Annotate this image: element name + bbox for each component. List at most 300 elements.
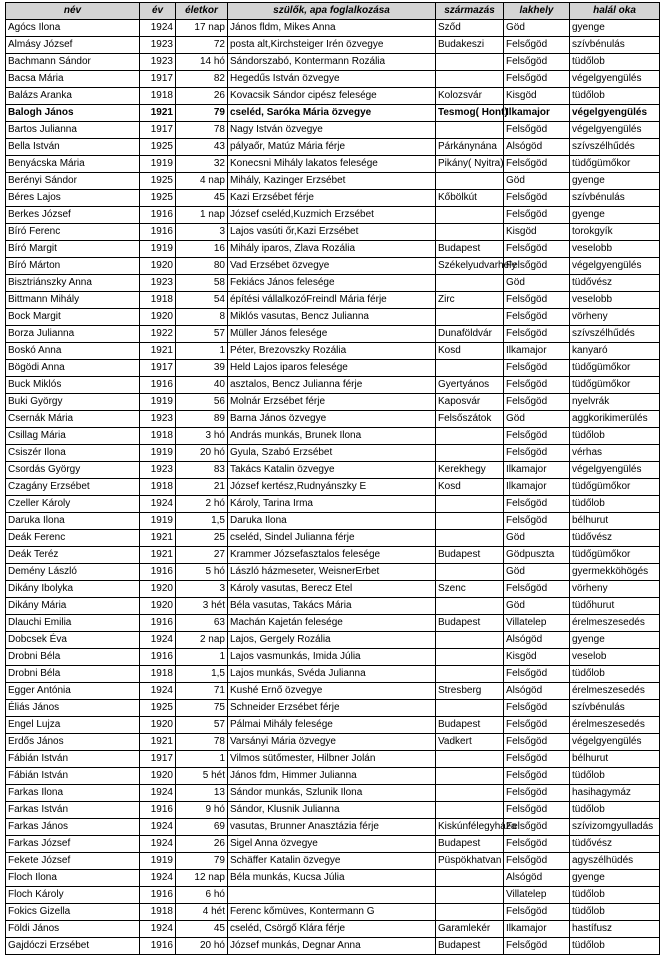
cell-nev: Demény László — [6, 564, 140, 581]
table-row — [6, 632, 660, 649]
cell-szarmazas: Tesmog( Hont) — [436, 105, 504, 122]
cell-ev: 1923 — [140, 275, 176, 292]
cell-ev: 1918 — [140, 479, 176, 496]
table-row — [6, 479, 660, 496]
col-header-halal-oka: halál oka — [570, 3, 660, 20]
cell-halal-oka: tüdőlob — [570, 938, 660, 955]
cell-eletkor: 17 nap — [176, 20, 228, 37]
cell-szulok: Held Lajos iparos felesége — [228, 360, 436, 377]
cell-szulok: János fdm, Himmer Julianna — [228, 768, 436, 785]
cell-nev: Bisztriánszky Anna — [6, 275, 140, 292]
table-row — [6, 360, 660, 377]
cell-szarmazas — [436, 785, 504, 802]
cell-nev: Dobcsek Éva — [6, 632, 140, 649]
cell-eletkor: 12 nap — [176, 870, 228, 887]
cell-ev: 1924 — [140, 632, 176, 649]
cell-lakhely: Felsőgöd — [504, 190, 570, 207]
cell-halal-oka: érelmeszesedés — [570, 615, 660, 632]
cell-lakhely: Ilkamajor — [504, 105, 570, 122]
cell-ev: 1916 — [140, 802, 176, 819]
table-row — [6, 122, 660, 139]
cell-szarmazas — [436, 564, 504, 581]
cell-nev: Farkas József — [6, 836, 140, 853]
cell-eletkor: 26 — [176, 88, 228, 105]
cell-szulok: Konecsni Mihály lakatos felesége — [228, 156, 436, 173]
cell-lakhely: Felsőgöd — [504, 717, 570, 734]
cell-ev: 1916 — [140, 615, 176, 632]
table-row — [6, 496, 660, 513]
cell-szulok: Károly, Tarina Irma — [228, 496, 436, 513]
cell-nev: Floch Ilona — [6, 870, 140, 887]
cell-szarmazas — [436, 887, 504, 904]
cell-szulok: Sándor munkás, Szlunik Ilona — [228, 785, 436, 802]
cell-nev: Erdős János — [6, 734, 140, 751]
cell-szulok: Molnár Erzsébet férje — [228, 394, 436, 411]
cell-szarmazas — [436, 666, 504, 683]
cell-eletkor: 80 — [176, 258, 228, 275]
cell-ev: 1919 — [140, 445, 176, 462]
cell-szarmazas: Kaposvár — [436, 394, 504, 411]
cell-ev: 1920 — [140, 581, 176, 598]
table-row — [6, 88, 660, 105]
cell-lakhely: Kisgöd — [504, 88, 570, 105]
cell-lakhely: Göd — [504, 20, 570, 37]
table-row — [6, 768, 660, 785]
cell-ev: 1922 — [140, 326, 176, 343]
cell-szarmazas: Püspökhatvan — [436, 853, 504, 870]
cell-ev: 1919 — [140, 853, 176, 870]
cell-lakhely: Felsőgöd — [504, 938, 570, 955]
cell-nev: Balogh János — [6, 105, 140, 122]
cell-szarmazas: Budakeszi — [436, 37, 504, 54]
cell-szulok: Miklós vasutas, Bencz Julianna — [228, 309, 436, 326]
table-row — [6, 649, 660, 666]
cell-halal-oka: tüdőlob — [570, 54, 660, 71]
cell-eletkor: 2 hó — [176, 496, 228, 513]
cell-szarmazas: Budapest — [436, 547, 504, 564]
cell-halal-oka: tüdőgümőkor — [570, 360, 660, 377]
table-row — [6, 904, 660, 921]
cell-halal-oka: szívizomgyulladás — [570, 819, 660, 836]
cell-halal-oka: gyenge — [570, 207, 660, 224]
cell-halal-oka: bélhurut — [570, 513, 660, 530]
cell-szarmazas: Budapest — [436, 717, 504, 734]
cell-lakhely: Felsőgöd — [504, 54, 570, 71]
table-row — [6, 428, 660, 445]
cell-szarmazas — [436, 768, 504, 785]
cell-nev: Farkas István — [6, 802, 140, 819]
cell-eletkor: 54 — [176, 292, 228, 309]
cell-halal-oka: szívszélhűdés — [570, 139, 660, 156]
cell-halal-oka: tüdővész — [570, 836, 660, 853]
cell-szulok: András munkás, Brunek Ilona — [228, 428, 436, 445]
cell-ev: 1923 — [140, 37, 176, 54]
cell-eletkor: 1,5 — [176, 666, 228, 683]
cell-szulok: vasutas, Brunner Anasztázia férje — [228, 819, 436, 836]
cell-szulok: cseléd, Sindel Julianna férje — [228, 530, 436, 547]
cell-nev: Bíró Margit — [6, 241, 140, 258]
cell-szulok: Müller János felesége — [228, 326, 436, 343]
table-row — [6, 139, 660, 156]
cell-lakhely: Felsőgöd — [504, 326, 570, 343]
table-row — [6, 513, 660, 530]
cell-eletkor: 6 hó — [176, 887, 228, 904]
col-header-nev: név — [6, 3, 140, 20]
cell-halal-oka: aggkorikimerülés — [570, 411, 660, 428]
cell-szarmazas — [436, 275, 504, 292]
cell-lakhely: Felsőgöd — [504, 309, 570, 326]
cell-nev: Egger Antónia — [6, 683, 140, 700]
cell-ev: 1924 — [140, 819, 176, 836]
cell-szulok: Schneider Erzsébet férje — [228, 700, 436, 717]
cell-halal-oka: tüdőlob — [570, 666, 660, 683]
cell-lakhely: Ilkamajor — [504, 462, 570, 479]
cell-ev: 1921 — [140, 530, 176, 547]
cell-ev: 1920 — [140, 309, 176, 326]
cell-nev: Agócs Ilona — [6, 20, 140, 37]
cell-szarmazas: Budapest — [436, 938, 504, 955]
cell-szulok: Takács Katalin özvegye — [228, 462, 436, 479]
cell-halal-oka: végelgyengülés — [570, 105, 660, 122]
table-row — [6, 20, 660, 37]
table-row — [6, 190, 660, 207]
cell-ev: 1920 — [140, 717, 176, 734]
cell-nev: Deák Teréz — [6, 547, 140, 564]
cell-szulok: Daruka Ilona — [228, 513, 436, 530]
cell-szulok: Krammer Józsefasztalos felesége — [228, 547, 436, 564]
cell-lakhely: Göd — [504, 598, 570, 615]
cell-szarmazas: Vadkert — [436, 734, 504, 751]
table-row — [6, 819, 660, 836]
cell-lakhely: Felsőgöd — [504, 666, 570, 683]
cell-lakhely: Felsőgöd — [504, 292, 570, 309]
cell-szulok: Lajos vasmunkás, Imida Júlia — [228, 649, 436, 666]
cell-halal-oka: vörheny — [570, 581, 660, 598]
cell-nev: Benyácska Mária — [6, 156, 140, 173]
cell-eletkor: 3 hét — [176, 598, 228, 615]
cell-lakhely: Felsőgöd — [504, 819, 570, 836]
cell-szarmazas: Kolozsvár — [436, 88, 504, 105]
cell-lakhely: Ilkamajor — [504, 479, 570, 496]
cell-ev: 1918 — [140, 88, 176, 105]
cell-lakhely: Felsőgöd — [504, 802, 570, 819]
cell-szulok: Sigel Anna özvegye — [228, 836, 436, 853]
cell-eletkor: 1 nap — [176, 207, 228, 224]
table-row — [6, 938, 660, 955]
cell-halal-oka: szívbénulás — [570, 700, 660, 717]
cell-szarmazas — [436, 802, 504, 819]
table-row — [6, 105, 660, 122]
cell-halal-oka: tüdőgümőkor — [570, 479, 660, 496]
table-row — [6, 54, 660, 71]
cell-ev: 1918 — [140, 292, 176, 309]
cell-szulok: cseléd, Saróka Mária özvegye — [228, 105, 436, 122]
cell-eletkor: 20 hó — [176, 445, 228, 462]
cell-lakhely: Felsőgöd — [504, 496, 570, 513]
cell-ev: 1923 — [140, 411, 176, 428]
cell-ev: 1924 — [140, 20, 176, 37]
table-row — [6, 564, 660, 581]
table-row — [6, 717, 660, 734]
cell-szarmazas: Garamlekér — [436, 921, 504, 938]
cell-nev: Bittmann Mihály — [6, 292, 140, 309]
table-row — [6, 734, 660, 751]
cell-halal-oka: veselob — [570, 649, 660, 666]
cell-szulok: pályaőr, Matúz Mária férje — [228, 139, 436, 156]
table-row — [6, 683, 660, 700]
table-row — [6, 598, 660, 615]
cell-lakhely: Felsőgöd — [504, 445, 570, 462]
cell-lakhely: Felsőgöd — [504, 377, 570, 394]
cell-lakhely: Felsőgöd — [504, 394, 570, 411]
cell-ev: 1919 — [140, 156, 176, 173]
cell-ev: 1917 — [140, 751, 176, 768]
cell-halal-oka: vörheny — [570, 309, 660, 326]
cell-szarmazas: Párkánynána — [436, 139, 504, 156]
cell-szulok: Kovacsik Sándor cipész felesége — [228, 88, 436, 105]
cell-ev: 1920 — [140, 598, 176, 615]
cell-lakhely: Felsőgöd — [504, 700, 570, 717]
cell-nev: Csordás György — [6, 462, 140, 479]
cell-szarmazas: Budapest — [436, 241, 504, 258]
cell-szarmazas — [436, 598, 504, 615]
cell-ev: 1923 — [140, 54, 176, 71]
cell-nev: Csillag Mária — [6, 428, 140, 445]
cell-eletkor: 21 — [176, 479, 228, 496]
table-row — [6, 870, 660, 887]
cell-ev: 1924 — [140, 785, 176, 802]
table-row — [6, 785, 660, 802]
cell-lakhely: Felsőgöd — [504, 513, 570, 530]
cell-lakhely: Göd — [504, 564, 570, 581]
cell-halal-oka: tüdőgümőkor — [570, 156, 660, 173]
cell-nev: Fábián István — [6, 768, 140, 785]
cell-halal-oka: érelmeszesedés — [570, 683, 660, 700]
cell-lakhely: Felsőgöd — [504, 751, 570, 768]
cell-szulok: Lajos, Gergely Rozália — [228, 632, 436, 649]
cell-szulok — [228, 887, 436, 904]
table-row — [6, 292, 660, 309]
cell-eletkor: 1 — [176, 343, 228, 360]
col-header-eletkor: életkor — [176, 3, 228, 20]
cell-eletkor: 1 — [176, 751, 228, 768]
cell-eletkor: 1 — [176, 649, 228, 666]
cell-ev: 1919 — [140, 513, 176, 530]
cell-nev: Csiszér Ilona — [6, 445, 140, 462]
cell-szulok: Pálmai Mihály felesége — [228, 717, 436, 734]
cell-halal-oka: gyenge — [570, 870, 660, 887]
cell-szulok: Gyula, Szabó Erzsébet — [228, 445, 436, 462]
table-row — [6, 581, 660, 598]
cell-lakhely: Alsógöd — [504, 139, 570, 156]
cell-lakhely: Göd — [504, 275, 570, 292]
cell-ev: 1924 — [140, 496, 176, 513]
cell-lakhely: Felsőgöd — [504, 360, 570, 377]
cell-halal-oka: veselobb — [570, 241, 660, 258]
cell-szulok: Vad Erzsébet özvegye — [228, 258, 436, 275]
cell-szulok: Károly vasutas, Berecz Etel — [228, 581, 436, 598]
cell-eletkor: 45 — [176, 921, 228, 938]
cell-eletkor: 71 — [176, 683, 228, 700]
cell-eletkor: 5 hó — [176, 564, 228, 581]
cell-nev: Dikány Mária — [6, 598, 140, 615]
cell-szulok: Schäffer Katalin özvegye — [228, 853, 436, 870]
cell-halal-oka: tüdőlob — [570, 802, 660, 819]
cell-lakhely: Felsőgöd — [504, 241, 570, 258]
cell-halal-oka: végelgyengülés — [570, 734, 660, 751]
cell-eletkor: 40 — [176, 377, 228, 394]
cell-nev: Fokics Gizella — [6, 904, 140, 921]
cell-szulok: Péter, Brezovszky Rozália — [228, 343, 436, 360]
cell-szarmazas: Pikány( Nyitra) — [436, 156, 504, 173]
cell-szulok: posta alt,Kirchsteiger Irén özvegye — [228, 37, 436, 54]
cell-halal-oka: hasihagymáz — [570, 785, 660, 802]
cell-ev: 1923 — [140, 462, 176, 479]
cell-szulok: Machán Kajetán felesége — [228, 615, 436, 632]
cell-eletkor: 3 — [176, 224, 228, 241]
cell-lakhely: Felsőgöd — [504, 156, 570, 173]
cell-lakhely: Felsőgöd — [504, 71, 570, 88]
death-records-table — [5, 2, 660, 955]
cell-szarmazas: Székelyudvarhely — [436, 258, 504, 275]
cell-eletkor: 69 — [176, 819, 228, 836]
cell-ev: 1919 — [140, 394, 176, 411]
cell-halal-oka: végelgyengülés — [570, 258, 660, 275]
cell-eletkor: 2 nap — [176, 632, 228, 649]
cell-lakhely: Felsőgöd — [504, 428, 570, 445]
cell-ev: 1916 — [140, 938, 176, 955]
cell-ev: 1919 — [140, 241, 176, 258]
table-row — [6, 802, 660, 819]
cell-eletkor: 78 — [176, 734, 228, 751]
cell-ev: 1918 — [140, 904, 176, 921]
cell-nev: Borza Julianna — [6, 326, 140, 343]
cell-szarmazas: Szenc — [436, 581, 504, 598]
cell-nev: Boskó Anna — [6, 343, 140, 360]
cell-szarmazas — [436, 207, 504, 224]
cell-szarmazas — [436, 360, 504, 377]
table-row — [6, 173, 660, 190]
cell-eletkor: 79 — [176, 853, 228, 870]
cell-ev: 1917 — [140, 71, 176, 88]
cell-nev: Drobni Béla — [6, 649, 140, 666]
cell-szulok: Béla munkás, Kucsa Júlia — [228, 870, 436, 887]
cell-nev: Bacsa Mária — [6, 71, 140, 88]
table-row — [6, 71, 660, 88]
cell-szulok: Varsányi Mária özvegye — [228, 734, 436, 751]
table-body — [6, 20, 660, 955]
cell-szarmazas — [436, 700, 504, 717]
cell-nev: Czeller Károly — [6, 496, 140, 513]
cell-nev: Czagány Erzsébet — [6, 479, 140, 496]
cell-szarmazas — [436, 224, 504, 241]
cell-eletkor: 1,5 — [176, 513, 228, 530]
table-row — [6, 615, 660, 632]
cell-nev: Fábián István — [6, 751, 140, 768]
cell-ev: 1918 — [140, 666, 176, 683]
cell-szulok: Lajos munkás, Svéda Julianna — [228, 666, 436, 683]
cell-lakhely: Felsőgöd — [504, 768, 570, 785]
cell-nev: Buck Miklós — [6, 377, 140, 394]
cell-halal-oka: tüdővész — [570, 530, 660, 547]
cell-szarmazas: Stresberg — [436, 683, 504, 700]
cell-ev: 1916 — [140, 377, 176, 394]
table-row — [6, 547, 660, 564]
cell-szulok: Nagy István özvegye — [228, 122, 436, 139]
cell-ev: 1921 — [140, 734, 176, 751]
cell-halal-oka: hastífusz — [570, 921, 660, 938]
cell-halal-oka: tüdőlob — [570, 428, 660, 445]
cell-halal-oka: bélhurut — [570, 751, 660, 768]
cell-szarmazas — [436, 445, 504, 462]
cell-ev: 1924 — [140, 683, 176, 700]
cell-nev: Floch Károly — [6, 887, 140, 904]
cell-eletkor: 5 hét — [176, 768, 228, 785]
cell-lakhely: Kisgöd — [504, 649, 570, 666]
cell-szarmazas: Dunaföldvár — [436, 326, 504, 343]
cell-ev: 1920 — [140, 768, 176, 785]
table-row — [6, 411, 660, 428]
table-row — [6, 853, 660, 870]
cell-lakhely: Felsőgöd — [504, 37, 570, 54]
cell-halal-oka: végelgyengülés — [570, 71, 660, 88]
cell-szarmazas — [436, 173, 504, 190]
cell-nev: Fekete József — [6, 853, 140, 870]
cell-eletkor: 56 — [176, 394, 228, 411]
cell-lakhely: Alsógöd — [504, 683, 570, 700]
cell-lakhely: Alsógöd — [504, 632, 570, 649]
cell-szulok: Kushé Ernő özvegye — [228, 683, 436, 700]
table-row — [6, 700, 660, 717]
cell-nev: Bíró Márton — [6, 258, 140, 275]
cell-nev: Berkes József — [6, 207, 140, 224]
cell-szulok: Mihály iparos, Zlava Rozália — [228, 241, 436, 258]
cell-halal-oka: tüdőgümőkor — [570, 377, 660, 394]
cell-eletkor: 72 — [176, 37, 228, 54]
cell-szarmazas: Gyertyános — [436, 377, 504, 394]
cell-ev: 1921 — [140, 105, 176, 122]
cell-szarmazas: Budapest — [436, 836, 504, 853]
cell-ev: 1920 — [140, 258, 176, 275]
cell-szulok: Ferenc kőmüves, Kontermann G — [228, 904, 436, 921]
cell-lakhely: Felsőgöd — [504, 207, 570, 224]
header-row — [6, 3, 660, 20]
cell-eletkor: 45 — [176, 190, 228, 207]
table-row — [6, 462, 660, 479]
cell-nev: Deák Ferenc — [6, 530, 140, 547]
col-header-ev: év — [140, 3, 176, 20]
cell-halal-oka: tüdőhurut — [570, 598, 660, 615]
cell-nev: Berényi Sándor — [6, 173, 140, 190]
table-row — [6, 37, 660, 54]
cell-lakhely: Göd — [504, 411, 570, 428]
cell-ev: 1921 — [140, 343, 176, 360]
cell-szarmazas: Kosd — [436, 343, 504, 360]
cell-halal-oka: agyszélhüdés — [570, 853, 660, 870]
cell-ev: 1925 — [140, 139, 176, 156]
cell-szarmazas — [436, 632, 504, 649]
cell-eletkor: 14 hó — [176, 54, 228, 71]
cell-eletkor: 79 — [176, 105, 228, 122]
cell-lakhely: Felsőgöd — [504, 785, 570, 802]
cell-szulok: József kertész,Rudnyánszky E — [228, 479, 436, 496]
cell-szulok: László házmeseter, WeisnerErbet — [228, 564, 436, 581]
cell-eletkor: 25 — [176, 530, 228, 547]
cell-ev: 1917 — [140, 122, 176, 139]
table-row — [6, 445, 660, 462]
cell-szarmazas: Kiskúnfélegyháza — [436, 819, 504, 836]
cell-szulok: építési vállalkozóFreindl Mária férje — [228, 292, 436, 309]
